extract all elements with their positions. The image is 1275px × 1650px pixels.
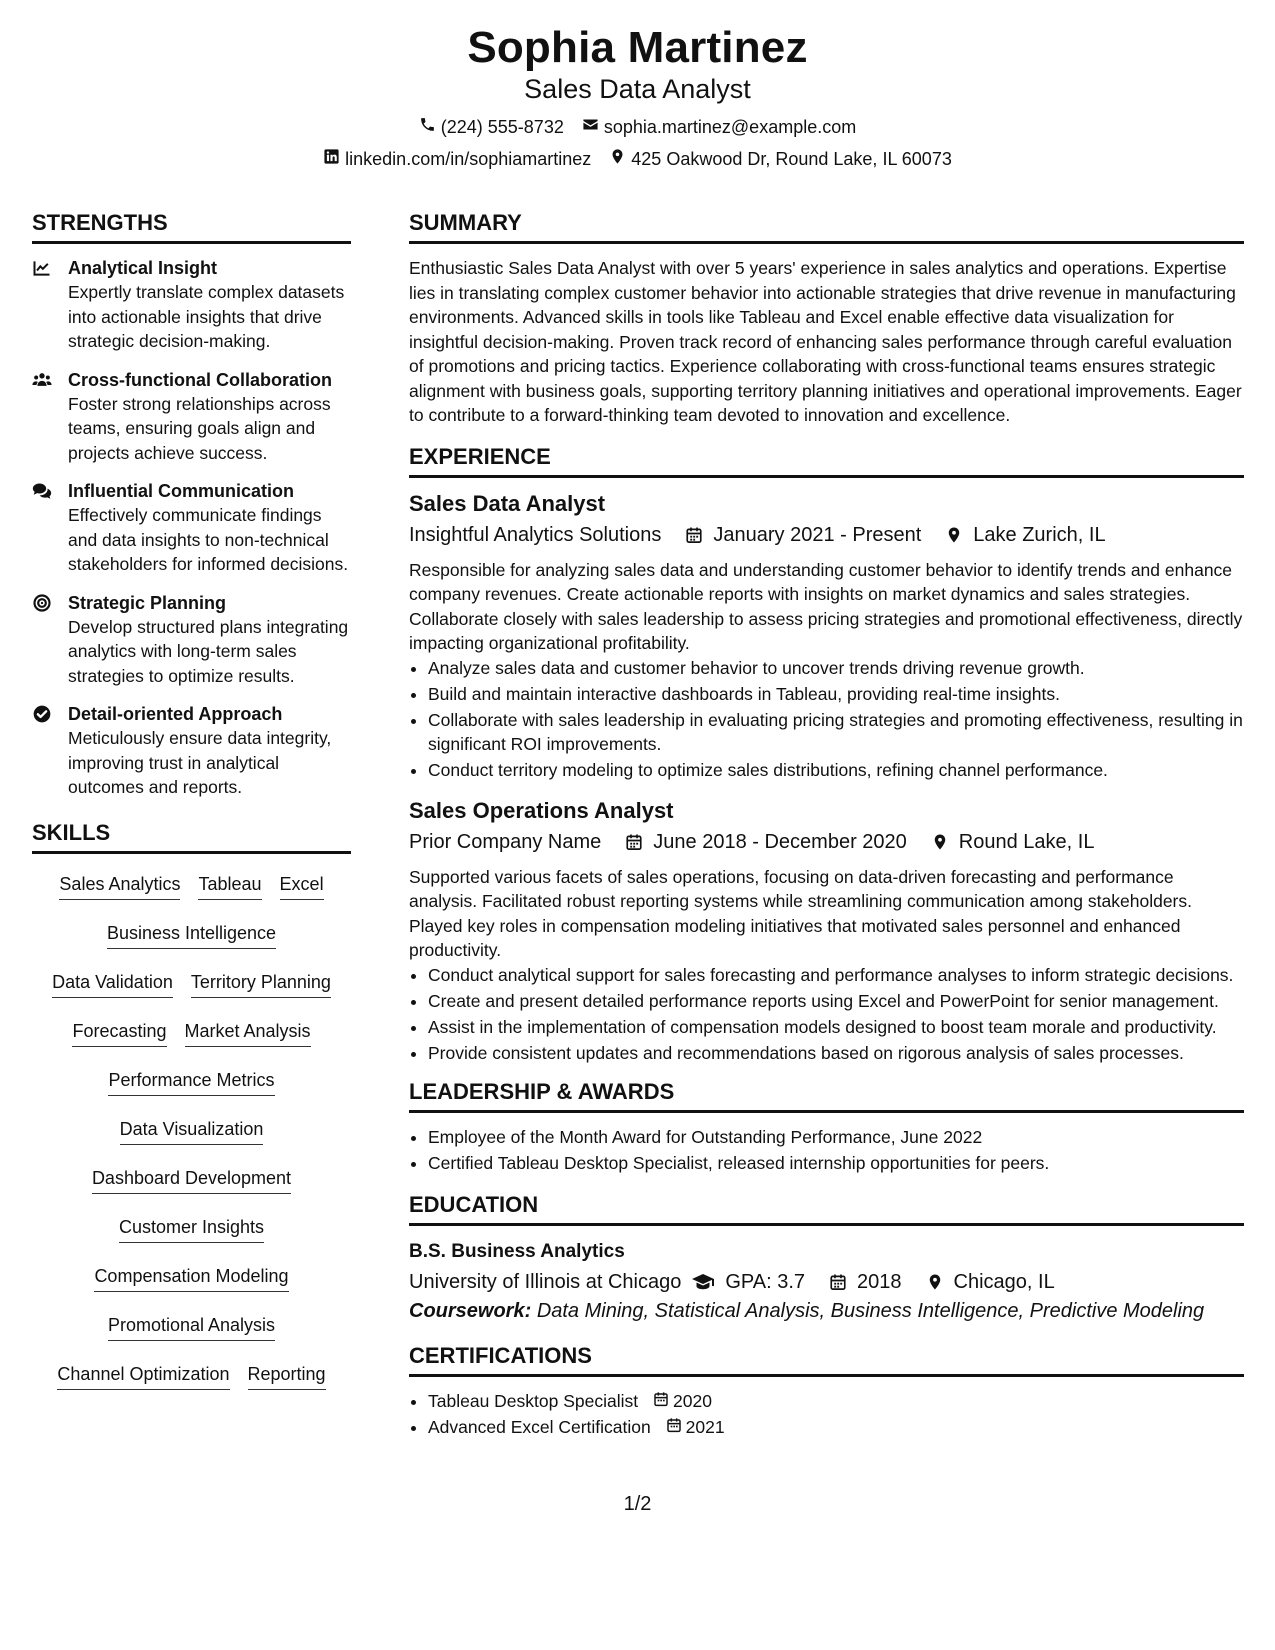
job-dates: January 2021 - Present [713,523,922,546]
job-bullet: • Conduct territory modeling to optimize sales distributions, refining channel performance. [428,758,1244,783]
job-bullet: • Assist in the implementation of compensation models designed to boost team morale and productivity. [428,1015,1244,1040]
skill-tag: Performance Metrics [108,1068,274,1096]
certification-item [428,1415,1244,1440]
skill-line [36,970,347,998]
users-icon [32,368,68,466]
left-column [32,210,351,1411]
leadership-item: • Employee of the Month Award for Outstanding Performance, June 2022 [428,1125,1244,1150]
map-marker-icon [609,148,626,170]
job-bullet: • Build and maintain interactive dashboards in Tableau, providing real-time insights. [428,682,1244,707]
certification-name: Tableau Desktop Specialist [428,1390,639,1411]
company-name: Insightful Analytics Solutions [409,523,662,546]
strength-desc: Meticulously ensure data integrity, improving trust in analytical outcomes and reports. [68,728,332,797]
calendar-icon [625,833,643,851]
graduation-cap-icon [691,1270,715,1294]
skill-tag: Excel [280,872,324,900]
skill-line [36,1313,347,1341]
envelope-icon [582,116,599,138]
contact-row-2 [0,148,1275,170]
phone-contact [419,116,564,138]
page-number: 1/2 [623,1493,652,1515]
skill-line [36,1362,347,1390]
linkedin-url[interactable]: linkedin.com/in/sophiamartinez [345,149,592,169]
job-meta [409,520,1244,550]
skill-line [36,1166,347,1194]
job-bullets [409,963,1244,1066]
strength-item [32,702,351,800]
strength-item [32,256,351,354]
skill-tag: Reporting [248,1362,326,1390]
certification-name: Advanced Excel Certification [428,1416,651,1437]
strength-desc: Effectively communicate findings and data insights to non-technical stakeholders for informed decisions. [68,505,349,574]
address-contact [609,148,952,170]
strength-item [32,368,351,466]
education-entry [409,1238,1244,1325]
chart-line-icon [32,256,68,354]
skills-list [32,872,351,1390]
skill-tag: Compensation Modeling [94,1264,288,1292]
leadership-item: • Certified Tableau Desktop Specialist, released internship opportunities for peers. [428,1151,1244,1176]
skill-tag: Territory Planning [191,970,331,998]
certification-item [428,1389,1244,1414]
skill-line [36,1215,347,1243]
experience-heading: EXPERIENCE [409,444,1244,478]
right-column [409,210,1244,1441]
skill-tag: Tableau [198,872,261,900]
certifications-heading: CERTIFICATIONS [409,1343,1244,1377]
strength-title: Cross-functional Collaboration [68,369,333,390]
job-bullet: • Analyze sales data and customer behavior to uncover trends driving revenue growth. [428,656,1244,681]
strength-item [32,591,351,689]
skill-tag: Dashboard Development [92,1166,291,1194]
job-dates: June 2018 - December 2020 [653,830,907,853]
calendar-icon [685,526,703,544]
strength-item [32,479,351,577]
job-entry [409,490,1244,783]
phone-icon [419,116,436,138]
skill-tag: Market Analysis [185,1019,311,1047]
strength-title: Influential Communication [68,481,295,501]
graduation-year: 2018 [857,1270,902,1293]
home-address: 425 Oakwood Dr, Round Lake, IL 60073 [631,149,952,169]
skill-tag: Customer Insights [119,1215,264,1243]
calendar-icon [829,1273,847,1291]
coursework-list: Data Mining, Statistical Analysis, Business Intelligence, Predictive Modeling [536,1299,1205,1322]
school-location: Chicago, IL [953,1270,1055,1293]
skill-line [36,872,347,900]
job-entry [409,797,1244,1066]
strengths-heading: STRENGTHS [32,210,351,244]
summary-text: Enthusiastic Sales Data Analyst with over 5 years' experience in sales analytics and operations. Expertise lies in translating complex customer behavior into actionable strategies that drive revenue in manufacturing environments. Advanced skills in tools like Tableau and Excel enable effective data visualization for insightful decision-making. Proven track record of enhancing sales performance through careful evaluation of promotions and pricing tactics. Experience collaborating with cross-functional teams ensures strategic alignment with business goals, supporting territory planning initiatives and operational improvements. Eager to contribute to a forward-thinking team devoted to innovation and excellence. [409,258,1242,425]
skill-tag: Channel Optimization [57,1362,229,1390]
coursework-label: Coursework: [409,1299,532,1322]
skill-tag: Business Intelligence [107,921,276,949]
email-contact[interactable] [582,116,856,138]
comments-icon [32,479,68,577]
summary-heading: SUMMARY [409,210,1244,244]
degree-name: B.S. Business Analytics [409,1240,625,1262]
strength-title: Detail-oriented Approach [68,704,283,724]
job-description: Responsible for analyzing sales data and understanding customer behavior to identify trends and enhance company revenues. Create actionable reports with insights on market dynamics and sales strategies. Collaborate closely with sales leadership to assess pricing strategies and promotional effectiveness, directly impacting organizational profitability. [409,559,1243,653]
skill-line [36,921,347,949]
strength-title: Analytical Insight [68,258,218,278]
certification-date [653,1389,712,1414]
email-address[interactable]: sophia.martinez@example.com [603,117,857,137]
strength-desc: Expertly translate complex datasets into actionable insights that drive strategic decision-making. [68,282,345,351]
calendar-icon [666,1415,682,1440]
candidate-title: Sales Data Analyst [524,74,751,104]
certification-year: 2020 [673,1390,712,1411]
job-location: Round Lake, IL [958,830,1095,853]
linkedin-contact[interactable] [323,148,591,170]
certifications-list [409,1389,1244,1440]
skill-line [36,1264,347,1292]
job-meta [409,827,1244,857]
calendar-icon [653,1389,669,1414]
leadership-list [409,1125,1244,1176]
skill-line [36,1117,347,1145]
job-title: Sales Data Analyst [409,490,606,516]
job-bullet: • Create and present detailed performance reports using Excel and PowerPoint for senior management. [428,989,1244,1014]
map-marker-icon [945,526,963,544]
coursework [409,1297,1244,1325]
job-bullets [409,656,1244,783]
skill-tag: Data Visualization [120,1117,264,1145]
job-bullet: • Conduct analytical support for sales forecasting and performance analyses to inform strategic decisions. [428,963,1244,988]
job-bullet: • Collaborate with sales leadership in evaluating pricing strategies and promoting effectiveness, resulting in significant ROI improvements. [428,708,1244,757]
school-name: University of Illinois at Chicago [409,1270,682,1293]
phone-number: (224) 555-8732 [440,117,564,137]
candidate-name: Sophia Martinez [467,23,808,72]
job-description: Supported various facets of sales operations, focusing on data-driven forecasting and performance analysis. Facilitated robust reporting systems while streamlining communication among stakeholders. Played key roles in compensation modeling initiatives that motivated sales personnel and enhanced productivity. [409,866,1192,960]
job-bullet: • Provide consistent updates and recommendations based on rigorous analysis of sales processes. [428,1041,1244,1066]
skills-heading: SKILLS [32,820,351,854]
certification-year: 2021 [685,1416,725,1437]
job-location: Lake Zurich, IL [973,523,1106,546]
job-title: Sales Operations Analyst [409,797,674,823]
contact-row-1 [0,116,1275,138]
education-meta [409,1267,1244,1297]
bullseye-icon [32,591,68,689]
company-name: Prior Company Name [409,830,602,853]
linkedin-icon [323,148,340,170]
education-heading: EDUCATION [409,1192,1244,1226]
strength-desc: Foster strong relationships across teams, ensuring goals align and projects achieve success. [68,393,331,463]
strength-title: Strategic Planning [68,592,227,613]
leadership-heading: LEADERSHIP & AWARDS [409,1079,1244,1113]
skill-tag: Sales Analytics [59,872,180,900]
strength-desc: Develop structured plans integrating analytics with long-term sales strategies to optimize results. [68,616,349,686]
map-marker-icon [926,1273,944,1291]
map-marker-icon [931,833,949,851]
skill-tag: Data Validation [52,970,173,998]
certification-date [666,1415,725,1440]
skill-line [36,1068,347,1096]
skill-line [36,1019,347,1047]
gpa: GPA: 3.7 [725,1270,806,1293]
check-circle-icon [32,702,68,800]
skill-tag: Promotional Analysis [108,1313,275,1341]
resume-header [0,22,1275,170]
skill-tag: Forecasting [72,1019,166,1047]
